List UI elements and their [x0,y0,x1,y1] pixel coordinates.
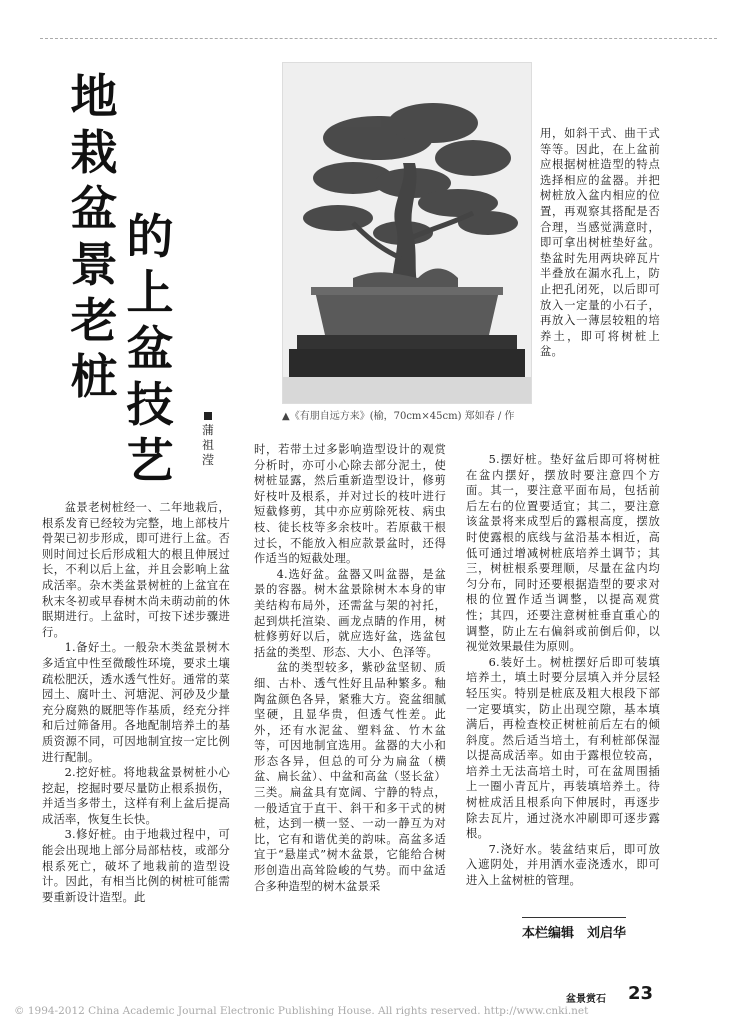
article-column-3 [466,452,660,889]
article-column-2 [254,442,446,894]
photo-caption: ▲《有朋自远方来》(榆，70cm×45cm) 郑如春 / 作 [282,411,515,422]
author-name [200,412,216,468]
title-char: 盆 [126,322,174,377]
author-marker [204,412,212,420]
bonsai-illustration [283,63,531,403]
title-line-2 [122,210,178,490]
author-char: 滢 [201,453,214,467]
bonsai-photo [282,62,532,404]
editor-credit: 本栏编辑 刘启华 [522,917,626,941]
title-line-1 [66,70,122,406]
title-char: 艺 [126,434,174,489]
paragraph: 1.备好土。一般杂木类盆景树木多适宜中性至微酸性环境，要求土壤疏松肥沃，透水透气性好。通常的菜园土、腐叶土、河塘泥、河砂及少量充分腐熟的厩肥等作基质，经充分拌和后过筛备用。各地配制培养土的基质资源不同，可因地制宜按一定比例进行配制。 [42,641,230,764]
title-char: 栽 [70,126,118,181]
paragraph: 4.选好盆。盆器又叫盆器，是盆景的容器。树木盆景除树木本身的审美结构布局外，还需盆与架的衬托，起到烘托渲染、画龙点睛的作用，树桩修剪好以后，就应选好盆，选盆包括盆的类型、形态、大小、色泽等。 [254,567,446,659]
title-char: 盆 [70,182,118,237]
title-char: 老 [70,294,118,349]
header-rule [40,38,717,39]
author-char: 蒲 [201,423,214,437]
paragraph: 5.摆好桩。垫好盆后即可将树桩在盆内摆好，摆放时要注意四个方面。其一，要注意平面布局，包括前后左右的位置要适宜；其二，要注意该盆景将来成型后的露根高度，摆放时使露根的底线与盆沿基本相近，高低可通过增减树桩底培养土调节；其三，树桩根系要理顺，尽量在盆内均匀分布，同时还要根据造型的要求对根的位置作适当调整，以提高观赏性；其四，还要注意树桩垂直重心的调整，防止左右偏斜或前倒后仰，以视觉效果最佳为原则。 [466,453,660,654]
title-char: 景 [70,238,118,293]
copyright-watermark: © 1994-2012 China Academic Journal Electronic Publishing House. All rights reserved. http://www.cnki.net [14,1005,589,1017]
paragraph: 3.修好桩。由于地栽过程中，可能会出现地上部分局部枯枝，或部分根系死亡，破坏了地栽前的造型设计。因此，有相当比例的树桩可能需要重新设计造型。此 [42,828,230,904]
paragraph: 用，如斜干式、曲干式等等。因此，在上盆前应根据树桩造型的特点选择相应的盆器。并把树桩放入盆内相应的位置，再观察其搭配是否合理，当感觉满意时，即可拿出树桩垫好盆。垫盆时先用两块碎瓦片半叠放在漏水孔上，防止把孔闭死，以后即可放入一定量的小石子，再放入一薄层较粗的培养土，即可将树桩上盆。 [540,127,660,359]
title-char: 地 [70,70,118,125]
page-number: 23 [628,983,654,1004]
paragraph: 6.装好土。树桩摆好后即可装填培养土，填土时要分层填入并分层轻轻压实。特别是桩底及粗大根段下部一定要填实，防止出现空隙，基本填满后，再检查校正树桩前后左右的倾斜度。然后适当培土，有利桩部保湿以提高成活率。如由于露根位较高，培养土无法高培土时，可在盆周围插上一圈小青瓦片，再装填培养土。待树桩成活且根系向下伸展时，再逐步除去瓦片，通过浇水冲刷即可逐步露根。 [466,655,660,841]
paragraph: 2.挖好桩。将地栽盆景树桩小心挖起，挖掘时要尽量防止根系损伤，并适当多带土，这样有利上盆后提高成活率，恢复生长快。 [42,766,230,826]
paragraph: 盆的类型较多，紫砂盆坚韧、质细、古朴、透气性好且品种繁多。釉陶盆颜色各异，紧雅大方。瓷盆细腻坚硬，且显华贵，但透气性差。此外，还有水泥盆、塑料盆、竹木盆等，可因地制宜选用。盆器的大小和形态各异，但总的可分为扁盆（横盆、扁长盆）、中盆和高盆（竖长盆）三类。扁盆具有宽阔、宁静的特点，一般适宜于直干、斜干和多干式的树桩，达到一横一竖、一动一静互为对比，它有和谐优美的韵味。高盆多适宜于“悬崖式”树木盆景，它能给合树形创造出高耸险峻的气势。而中盆适合多种造型的树木盆景采 [254,661,446,893]
title-char: 上 [126,266,174,321]
article-column-1 [42,500,230,905]
title-char: 桩 [70,350,118,405]
title-char: 技 [126,378,174,433]
title-char: 的 [126,210,174,265]
paragraph: 盆景老树桩经一、二年地栽后，根系发育已经较为完整，地上部枝片骨架已初步形成，即可进行上盆。否则时间过长后形成粗大的根且伸展过长，不利以后上盆，并且会影响上盆成活率。杂木类盆景树桩的上盆宜在秋末冬初或早春树木尚未萌动前的休眠期进行。上盆时，可按下述步骤进行。 [42,501,230,639]
magazine-name: 盆景赏石 [566,994,606,1005]
paragraph: 7.浇好水。装盆结束后，即可放入遮阴处，并用洒水壶浇透水，即可进入上盆树桩的管理。 [466,842,660,888]
author-char: 祖 [201,438,214,452]
paragraph: 时，若带土过多影响造型设计的观赏分析时，亦可小心除去部分泥土，使树桩显露，然后重新造型设计，修剪好枝叶及根系，并对过长的枝叶进行短截修剪，其中亦应剪除死枝、病虫枝、徒长枝等多余枝叶。若原截干根过长，不能放入相应款景盆时，还得作适当的短截处理。 [254,443,446,566]
article-column-3-top [540,126,660,360]
